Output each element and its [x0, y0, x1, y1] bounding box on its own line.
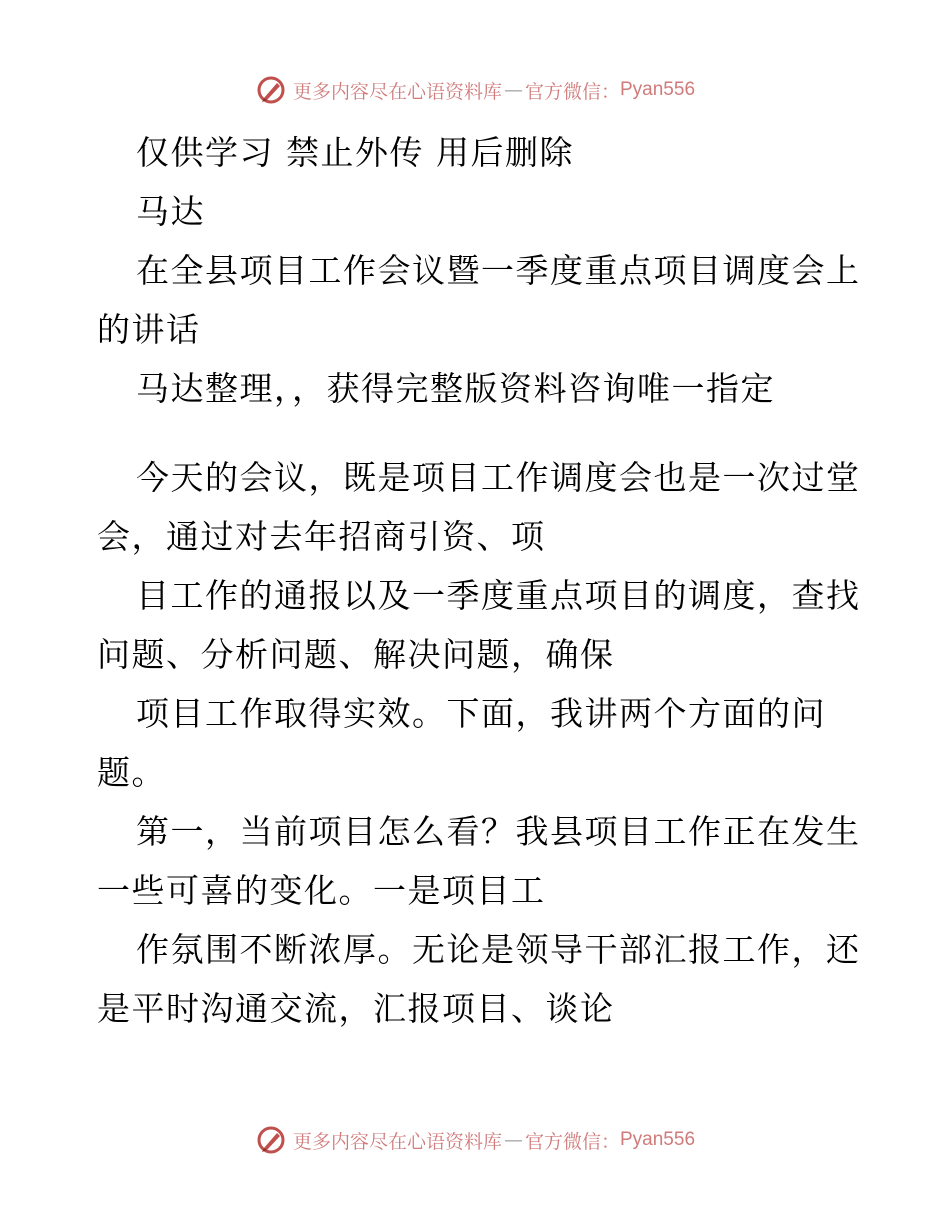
paragraph-notice: 仅供学习 禁止外传 用后删除	[136, 133, 574, 172]
watermark-dash: —	[503, 1129, 523, 1151]
footer-watermark	[0, 1120, 950, 1160]
watermark-text: 更多内容尽在心语资料库	[292, 1130, 502, 1153]
paragraph-author: 马达	[136, 192, 205, 231]
paragraph-body: 作氛围不断浓厚。无论是领导干部汇报工作，还是平时沟通交流，汇报项目、谈论	[97, 930, 861, 1028]
watermark-id: Pyan556	[620, 1129, 696, 1150]
watermark-dash: —	[503, 79, 523, 101]
paragraph-body: 目工作的通报以及一季度重点项目的调度，查找问题、分析问题、解决问题，确保	[97, 576, 861, 674]
paragraph-body: 第一，当前项目怎么看？我县项目工作正在发生一些可喜的变化。一是项目工	[97, 812, 861, 910]
document-body	[97, 123, 867, 1038]
paragraph-title: 在全县项目工作会议暨一季度重点项目调度会上的讲话	[97, 251, 861, 349]
paragraph-compiler: 马达整理，，获得完整版资料咨询唯一指定	[136, 369, 775, 408]
watermark-id: Pyan556	[620, 79, 696, 100]
watermark-text: 更多内容尽在心语资料库	[292, 80, 502, 103]
pen-circle-logo-icon	[255, 1124, 287, 1156]
paragraph-body: 项目工作取得实效。下面，我讲两个方面的问题。	[97, 694, 826, 792]
watermark-label: 官方微信：	[524, 80, 620, 103]
watermark-label: 官方微信：	[524, 1130, 620, 1153]
paragraph-body: 今天的会议，既是项目工作调度会也是一次过堂会，通过对去年招商引资、项	[97, 458, 861, 556]
paragraph-spacer	[97, 418, 867, 448]
pen-circle-logo-icon	[255, 74, 287, 106]
header-watermark	[0, 70, 950, 110]
